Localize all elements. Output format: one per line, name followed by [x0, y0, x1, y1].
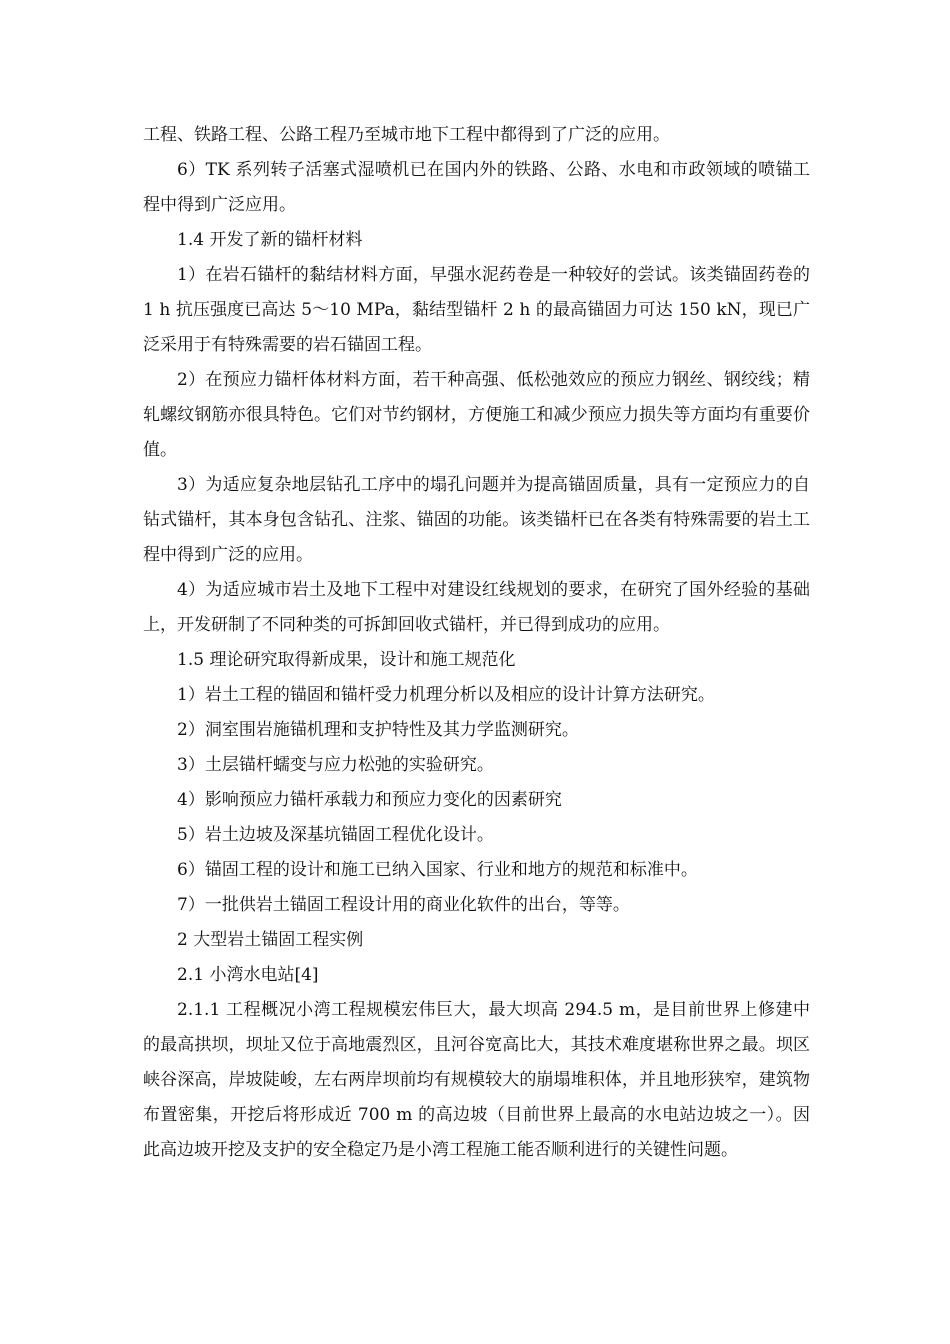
paragraph: 1）在岩石锚杆的黏结材料方面，早强水泥药卷是一种较好的尝试。该类锚固药卷的 1 h 抗压强度已高达 5～10 MPa，黏结型锚杆 2 h 的最高锚固力可达 150 kN，现已广泛采用于有特殊需要的岩石锚固工程。: [143, 265, 810, 355]
list-item: 6）锚固工程的设计和施工已纳入国家、行业和地方的规范和标准中。: [177, 860, 698, 880]
paragraph: 6）TK 系列转子活塞式湿喷机已在国内外的铁路、公路、水电和市政领域的喷锚工程中得到广泛应用。: [143, 160, 810, 215]
paragraph: 工程、铁路工程、公路工程乃至城市地下工程中都得到了广泛的应用。: [143, 125, 670, 145]
paragraph: 2.1.1 工程概况小湾工程规模宏伟巨大，最大坝高 294.5 m，是目前世界上修建中的最高拱坝，坝址又位于高地震烈区，且河谷宽高比大，其技术难度堪称世界之最。坝区峡谷深高，岸坡陡峻，左右两岸坝前均有规模较大的崩塌堆积体，并且地形狭窄，建筑物布置密集，开挖后将形成近 700 m 的高边坡（目前世界上最高的水电站边坡之一）。因此高边坡开挖及支护的安全稳定乃是小湾工程施工能否顺利进行的关键性问题。: [143, 1000, 810, 1160]
list-item: 3）土层锚杆蠕变与应力松弛的实验研究。: [177, 755, 494, 775]
section-heading: 1.5 理论研究取得新成果，设计和施工规范化: [177, 650, 516, 670]
list-item: 7）一批供岩土锚固工程设计用的商业化软件的出台，等等。: [177, 895, 630, 915]
document-body: [143, 118, 810, 1168]
paragraph: 4）为适应城市岩土及地下工程中对建设红线规划的要求，在研究了国外经验的基础上，开发研制了不同种类的可拆卸回收式锚杆，并已得到成功的应用。: [143, 580, 810, 635]
section-heading: 2 大型岩土锚固工程实例: [177, 930, 364, 950]
list-item: 2）洞室围岩施锚机理和支护特性及其力学监测研究。: [177, 720, 579, 740]
paragraph: 2）在预应力锚杆体材料方面，若干种高强、低松弛效应的预应力钢丝、钢绞线；精轧螺纹钢筋亦很具特色。它们对节约钢材，方便施工和减少预应力损失等方面均有重要价值。: [143, 370, 810, 460]
section-heading: 1.4 开发了新的锚杆材料: [177, 230, 363, 250]
list-item: 4）影响预应力锚杆承载力和预应力变化的因素研究: [177, 790, 562, 810]
list-item: 1）岩土工程的锚固和锚杆受力机理分析以及相应的设计计算方法研究。: [177, 685, 715, 705]
subsection-heading: 2.1 小湾水电站[4]: [177, 965, 319, 985]
paragraph: 3）为适应复杂地层钻孔工序中的塌孔问题并为提高锚固质量，具有一定预应力的自钻式锚杆，其本身包含钻孔、注浆、锚固的功能。该类锚杆已在各类有特殊需要的岩土工程中得到广泛的应用。: [143, 475, 810, 565]
list-item: 5）岩土边坡及深基坑锚固工程优化设计。: [177, 825, 494, 845]
